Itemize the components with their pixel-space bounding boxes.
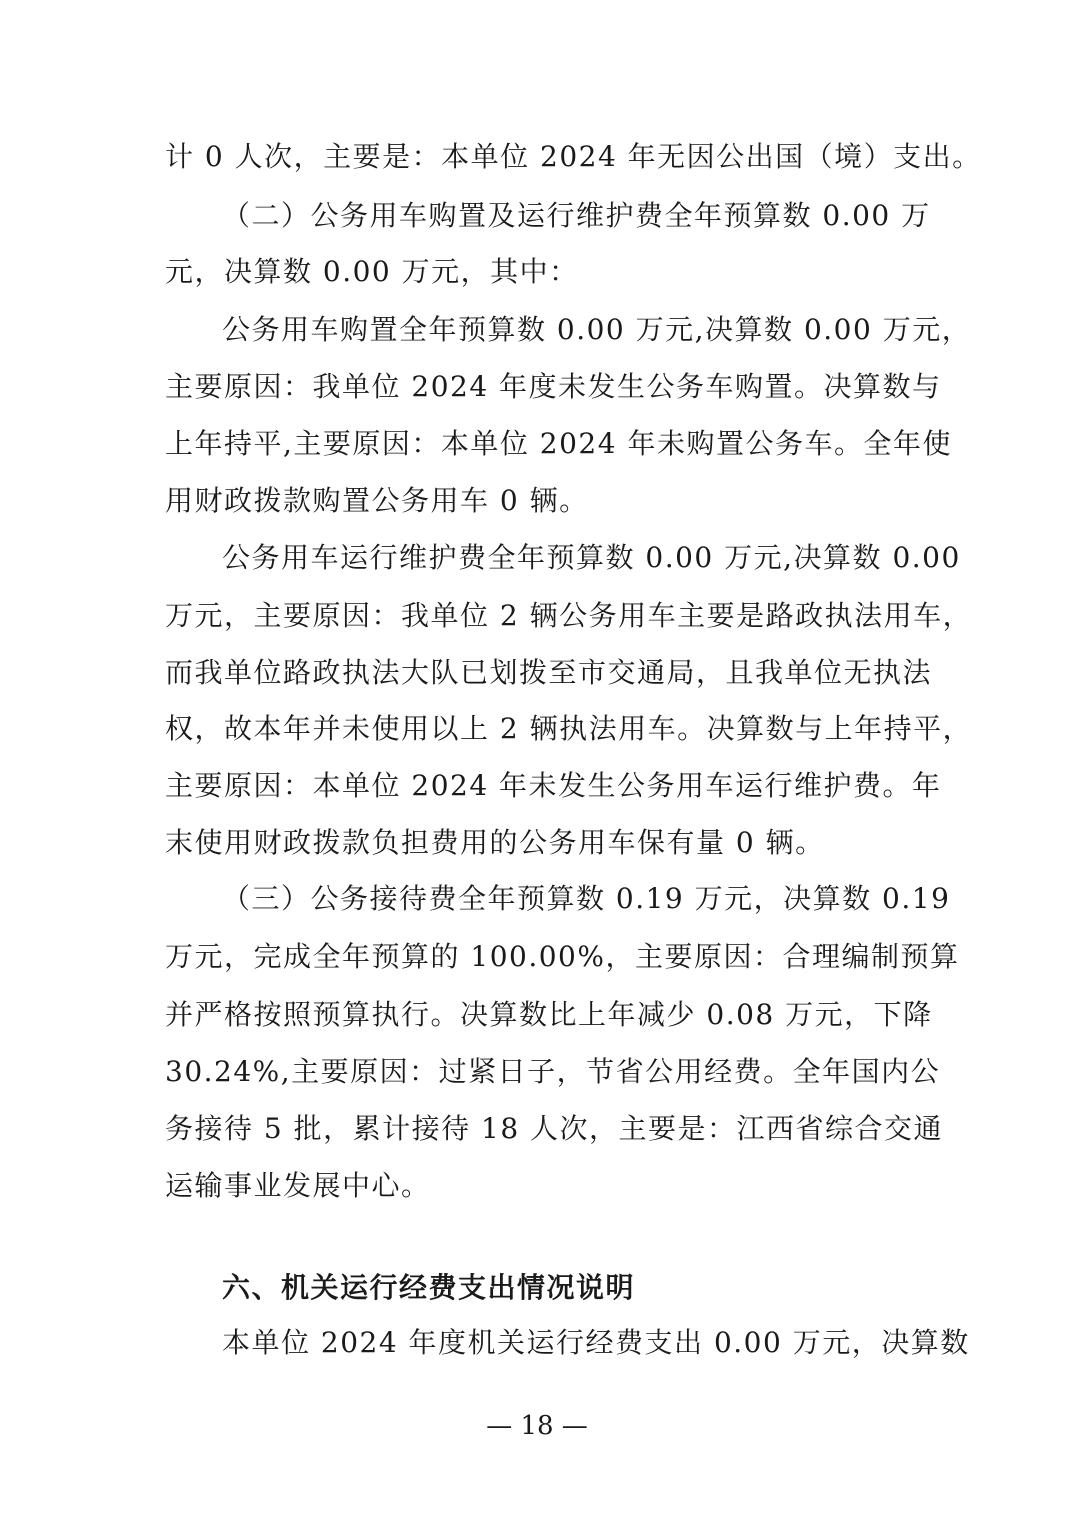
text-line: 公务用车运行维护费全年预算数 0.00 万元,决算数 0.00 xyxy=(222,541,961,574)
text-line: 上年持平,主要原因：本单位 2024 年未购置公务车。全年使 xyxy=(165,427,952,460)
text-line: 而我单位路政执法大队已划拨至市交通局，且我单位无执法 xyxy=(165,656,933,689)
text-line: 计 0 人次，主要是：本单位 2024 年无因公出国（境）支出。 xyxy=(165,140,982,173)
text-line: 万元，完成全年预算的 100.00%，主要原因：合理编制预算 xyxy=(165,940,960,973)
text-line: 末使用财政拨款负担费用的公务用车保有量 0 辆。 xyxy=(165,826,825,859)
text-line: 万元，主要原因：我单位 2 辆公务用车主要是路政执法用车， xyxy=(165,599,973,632)
text-line: 并严格按照预算执行。决算数比上年减少 0.08 万元，下降 xyxy=(165,998,933,1031)
text-line: 用财政拨款购置公务用车 0 辆。 xyxy=(165,484,589,517)
text-line: 本单位 2024 年度机关运行经费支出 0.00 万元，决算数 xyxy=(222,1326,970,1359)
text-line: 元，决算数 0.00 万元，其中： xyxy=(165,255,579,288)
text-line: 权，故本年并未使用以上 2 辆执法用车。决算数与上年持平， xyxy=(165,712,973,745)
section-heading: 六、机关运行经费支出情况说明 xyxy=(222,1271,636,1304)
text-line: （二）公务用车购置及运行维护费全年预算数 0.00 万 xyxy=(222,199,931,232)
text-line: 公务用车购置全年预算数 0.00 万元,决算数 0.00 万元， xyxy=(222,313,972,346)
text-line: 主要原因：我单位 2024 年度未发生公务车购置。决算数与 xyxy=(165,370,942,403)
text-line: 主要原因：本单位 2024 年未发生公务用车运行维护费。年 xyxy=(165,769,942,802)
text-line: 30.24%,主要原因：过紧日子，节省公用经费。全年国内公 xyxy=(165,1055,941,1088)
text-line: 运输事业发展中心。 xyxy=(165,1169,431,1202)
text-line: （三）公务接待费全年预算数 0.19 万元，决算数 0.19 xyxy=(222,882,951,915)
page-number: — 18 — xyxy=(486,1411,588,1441)
text-line: 务接待 5 批，累计接待 18 人次，主要是：江西省综合交通 xyxy=(165,1112,944,1145)
